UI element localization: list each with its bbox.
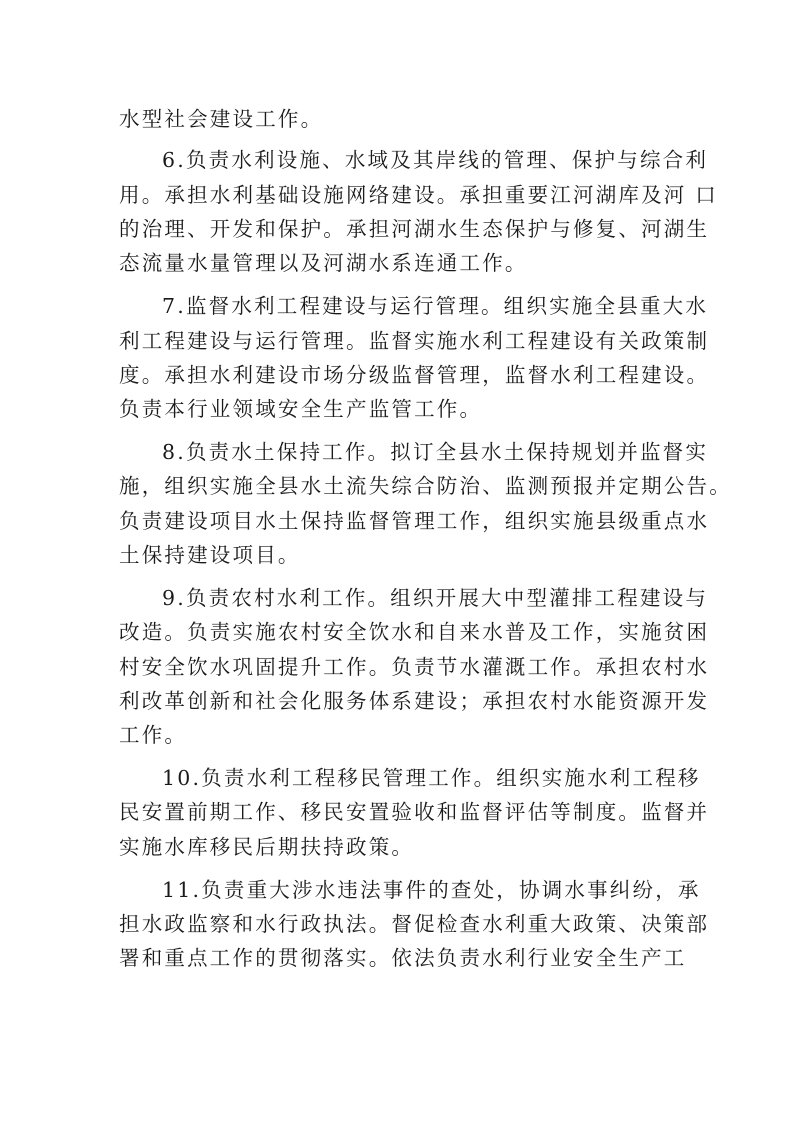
paragraph-line: 负责本行业领域安全生产监管工作。 (119, 397, 483, 421)
paragraph-line: 用。承担水利基础设施网络建设。承担重要江河湖库及河 口 (119, 183, 718, 207)
paragraph-line: 水型社会建设工作。 (119, 107, 324, 131)
paragraph-line: 8.负责水土保持工作。拟订全县水土保持规划并监督实 (162, 440, 709, 464)
paragraph-line: 担水政监察和水行政执法。督促检查水利重大政策、决策部 (119, 912, 710, 936)
paragraph-line: 的治理、开发和保护。承担河湖水生态保护与修复、河湖生 (119, 217, 710, 241)
paragraph-line: 度。承担水利建设市场分级监督管理，监督水利工程建设。 (119, 363, 710, 387)
paragraph-line: 态流量水量管理以及河湖水系连通工作。 (119, 251, 528, 275)
paragraph-line: 工作。 (119, 723, 188, 747)
paragraph-line: 负责建设项目水土保持监督管理工作，组织实施县级重点水 (119, 509, 710, 533)
paragraph-line: 村安全饮水巩固提升工作。负责节水灌溉工作。承担农村水 (119, 655, 710, 679)
paragraph-line: 10.负责水利工程移民管理工作。组织实施水利工程移 (162, 766, 701, 790)
paragraph-line: 民安置前期工作、移民安置验收和监督评估等制度。监督并 (119, 800, 710, 824)
paragraph-line: 土保持建设项目。 (119, 543, 301, 567)
paragraph-line: 利改革创新和社会化服务体系建设；承担农村水能资源开发 (119, 689, 710, 713)
paragraph-line: 改造。负责实施农村安全饮水和自来水普及工作，实施贫困 (119, 620, 710, 644)
paragraph-line: 9.负责农村水利工作。组织开展大中型灌排工程建设与 (162, 586, 709, 610)
paragraph-line: 施，组织实施全县水土流失综合防治、监测预报并定期公告。 (119, 474, 732, 498)
paragraph-line: 实施水库移民后期扶持政策。 (119, 835, 415, 859)
paragraph-line: 11.负责重大涉水违法事件的查处，协调水事纠纷，承 (162, 878, 701, 902)
paragraph-line: 6.负责水利设施、水域及其岸线的管理、保护与综合利 (162, 148, 709, 172)
paragraph-line: 7.监督水利工程建设与运行管理。组织实施全县重大水 (162, 294, 709, 318)
paragraph-line: 署和重点工作的贯彻落实。依法负责水利行业安全生产工 (119, 946, 687, 970)
paragraph-line: 利工程建设与运行管理。监督实施水利工程建设有关政策制 (119, 329, 710, 353)
